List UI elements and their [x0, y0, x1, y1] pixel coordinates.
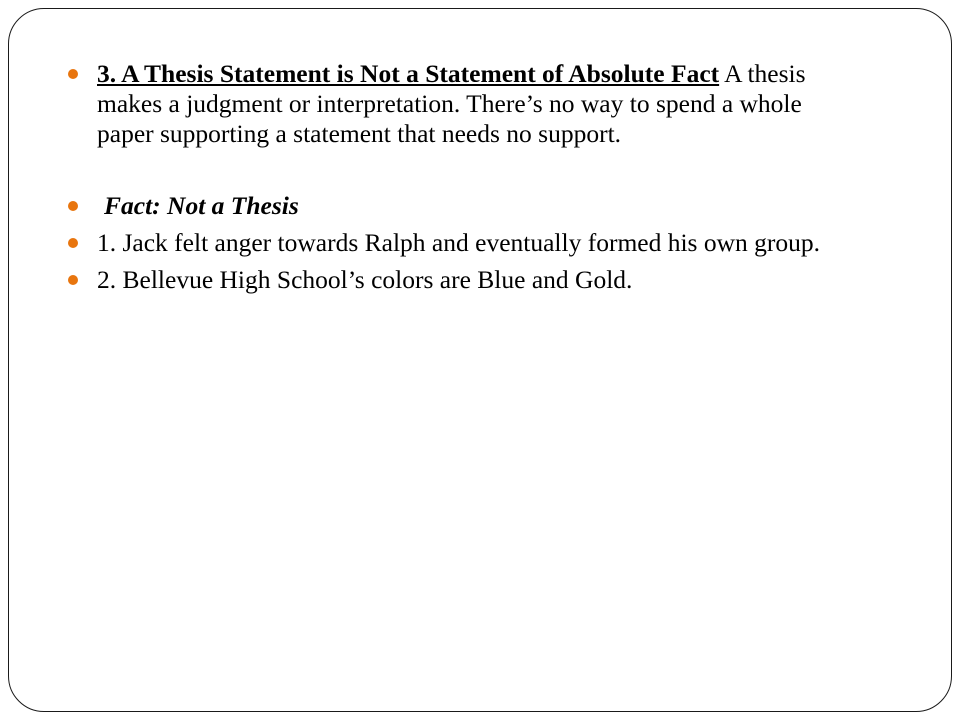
bullet-dot-icon	[68, 238, 78, 248]
bullet-example-2	[67, 265, 847, 295]
bullet-heading: 3. A Thesis Statement is Not a Statement of Absolute Fact	[97, 59, 720, 88]
bullet-text: 2. Bellevue High School’s colors are Blue and Gold.	[97, 265, 633, 294]
bullet-dot-icon	[68, 275, 78, 285]
bullet-thesis-not-fact	[67, 59, 847, 149]
bullet-text: A thesis makes a judgment or interpretation. There’s no way to spend a whole paper supporting a statement that needs no support.	[97, 59, 806, 148]
bullet-example-1	[67, 228, 847, 258]
fact-label-text: Fact: Not a Thesis	[104, 191, 299, 220]
bullet-fact-label	[67, 191, 847, 221]
bullet-text: 1. Jack felt anger towards Ralph and eventually formed his own group.	[97, 228, 821, 257]
bullet-dot-icon	[68, 69, 78, 79]
slide	[8, 8, 952, 712]
bullet-dot-icon	[68, 201, 78, 211]
bullet-list	[67, 59, 847, 302]
